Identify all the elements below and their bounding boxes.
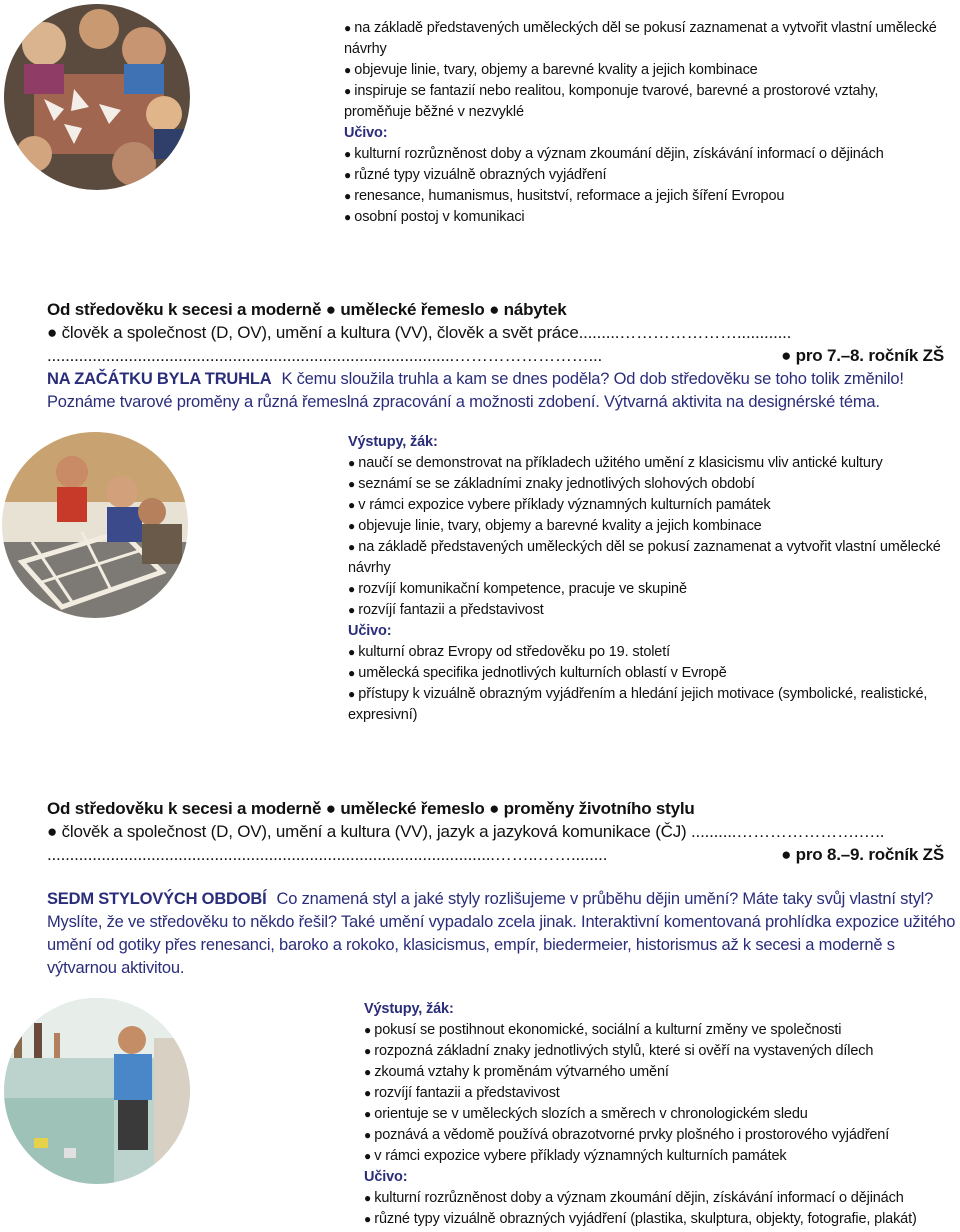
photo-children-floor: [2, 432, 188, 618]
vystupy-item: ● na základě představených uměleckých děl se pokusí zaznamenat a vytvořit vlastní umělecké návrhy: [348, 537, 948, 579]
vystupy-item: ● seznámí se se základními znaky jednotlivých slohových období: [348, 474, 948, 495]
vystupy-item: ● objevuje linie, tvary, objemy a barevné kvality a jejich kombinace: [348, 516, 948, 537]
leader-dots: ...................................................................................................……..……........: [47, 845, 608, 864]
ucivo-item: ● umělecká specifika jednotlivých kulturních oblastí v Evropě: [348, 663, 948, 684]
section3-subjects: [47, 820, 884, 843]
section3-description: [47, 888, 960, 980]
ucivo-item: ● různé typy vizuálně obrazných vyjádření (plastika, skulptura, objekty, fotografie, plakát): [364, 1209, 960, 1230]
block1-item: ● objevuje linie, tvary, objemy a barevné kvality a jejich kombinace: [344, 60, 944, 81]
ucivo-item: ● kulturní rozrůzněnost doby a význam zkoumání dějin, získávání informací o dějinách: [344, 144, 944, 165]
section2-description-text: K čemu sloužila truhla a kam se dnes poděla? Od dob středověku se toho tolik změnilo! Poznáme tvarové proměny a různá řemeslná zpracování a možnosti zdobení. Výtvarná aktivita na designérské téma.: [47, 370, 904, 411]
leader-dots: ..........................................................................................……………………...: [47, 346, 603, 365]
section3-outcomes: [364, 999, 960, 1230]
block1-item: ● na základě představených uměleckých děl se pokusí zaznamenat a vytvořit vlastní umělecké návrhy: [344, 18, 944, 60]
vystupy-item: ● rozvíjí komunikační kompetence, pracuje ve skupině: [348, 579, 948, 600]
section3-grade: ● pro 8.–9. ročník ZŠ: [781, 845, 944, 864]
ucivo-item: ● renesance, humanismus, husitství, reformace a jejich šíření Evropou: [344, 186, 944, 207]
section2-grade-row: [47, 344, 944, 367]
vystupy-item: ● pokusí se postihnout ekonomické, sociální a kulturní změny ve společnosti: [364, 1020, 960, 1041]
vystupy-item: ● naučí se demonstrovat na příkladech užitého umění z klasicismu vliv antické kultury: [348, 453, 948, 474]
block1-item: ● inspiruje se fantazií nebo realitou, komponuje tvarové, barevné a prostorové vztahy, proměňuje běžné v nezvyklé: [344, 81, 944, 123]
section2-description: [47, 368, 960, 414]
vystupy-label: Výstupy, žák:: [348, 434, 438, 450]
ucivo-item: ● kulturní rozrůzněnost doby a význam zkoumání dějin, získávání informací o dějinách: [364, 1188, 960, 1209]
section2-subjects-text: ● člověk a společnost (D, OV), umění a kultura (VV), člověk a svět práce: [47, 323, 579, 342]
ucivo-item: ● osobní postoj v komunikaci: [344, 207, 944, 228]
photo-boy-exhibition: [4, 998, 190, 1184]
section2-program-title: NA ZAČÁTKU BYLA TRUHLA: [47, 370, 272, 388]
section3-grade-row: [47, 843, 944, 866]
section2-title: Od středověku k secesi a moderně ● umělecké řemeslo ● nábytek: [47, 300, 567, 319]
section3-subjects-text: ● člověk a společnost (D, OV), umění a kultura (VV), jazyk a jazyková komunikace (ČJ): [47, 822, 687, 841]
vystupy-label: Výstupy, žák:: [364, 1001, 454, 1017]
section3-program-title: SEDM STYLOVÝCH OBDOBÍ: [47, 890, 267, 908]
ucivo-item: ● různé typy vizuálně obrazných vyjádření: [344, 165, 944, 186]
vystupy-item: ● poznává a vědomě používá obrazotvorné prvky plošného i prostorového vyjádření: [364, 1125, 960, 1146]
block1: [344, 18, 944, 228]
ucivo-item: ● kulturní obraz Evropy od středověku po 19. století: [348, 642, 948, 663]
leader-dots: ..........………………….…..: [686, 822, 885, 841]
vystupy-item: ● rozvíjí fantazii a představivost: [348, 600, 948, 621]
ucivo-label: Učivo:: [344, 125, 388, 141]
ucivo-item: ● přístupy k vizuálně obrazným vyjádřením a hledání jejich motivace (symbolické, realistické, expresivní): [348, 684, 948, 726]
section2-subjects: [47, 321, 791, 344]
section3-description-text: Co znamená styl a jaké styly rozlišujeme v průběhu dějin umění? Máte taky svůj vlastní styl? Myslíte, že ve středověku to někdo řešil? Také umění vypadalo zcela jinak. Interaktivní komentovaná prohlídka expozice užitého umění od gotiky přes renesanci, baroko a rokoko, klasicismus, empír, biedermeier, historismus až k secesi a moderně s výtvarnou aktivitou.: [47, 890, 956, 977]
section2-outcomes: [348, 432, 948, 726]
vystupy-item: ● rozpozná základní znaky jednotlivých stylů, které si ověří na vystavených dílech: [364, 1041, 960, 1062]
ucivo-label: Učivo:: [364, 1169, 408, 1185]
photo-children-drawing: [4, 4, 190, 190]
section3-title: Od středověku k secesi a moderně ● umělecké řemeslo ● proměny životního stylu: [47, 799, 695, 818]
ucivo-label: Učivo:: [348, 623, 392, 639]
vystupy-item: ● orientuje se v uměleckých slozích a směrech v chronologickém sledu: [364, 1104, 960, 1125]
vystupy-item: ● v rámci expozice vybere příklady významných kulturních památek: [348, 495, 948, 516]
section2-grade: ● pro 7.–8. ročník ZŠ: [781, 346, 944, 365]
vystupy-item: ● zkoumá vztahy k proměnám výtvarného umění: [364, 1062, 960, 1083]
vystupy-item: ● v rámci expozice vybere příklady významných kulturních památek: [364, 1146, 960, 1167]
leader-dots: .........…………………............: [578, 323, 792, 342]
vystupy-item: ● rozvíjí fantazii a představivost: [364, 1083, 960, 1104]
